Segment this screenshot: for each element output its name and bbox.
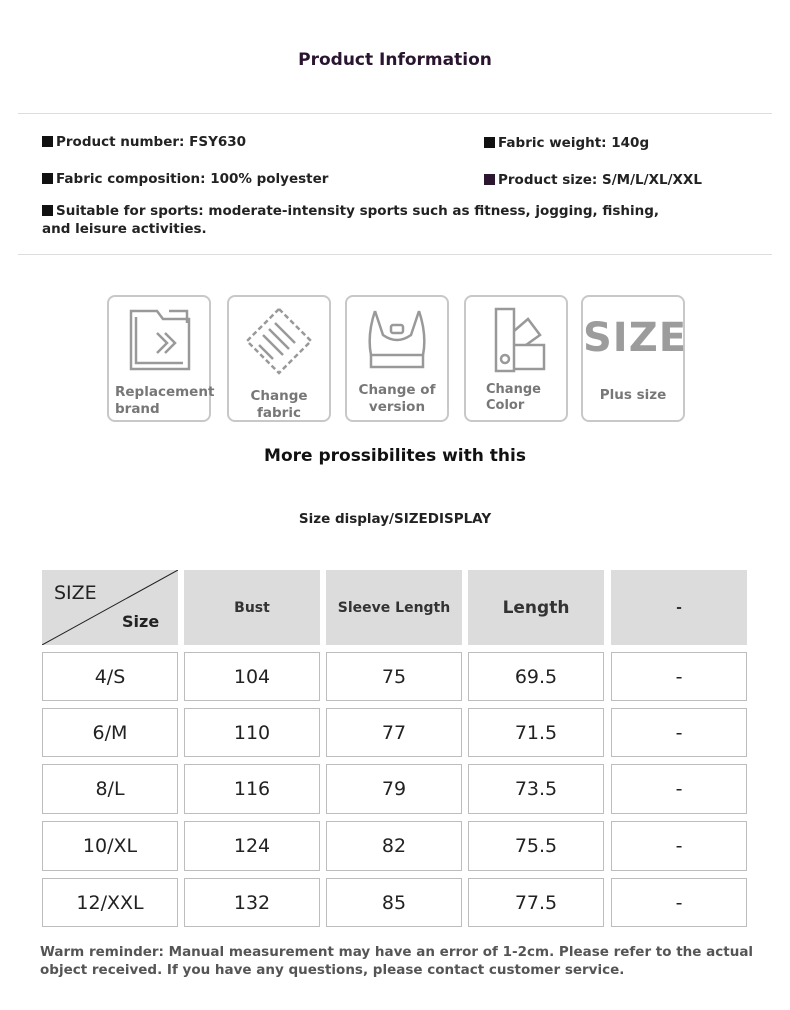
spec-suitable-text-1: Suitable for sports: moderate-intensity sports such as fitness, jogging, fishing, — [56, 203, 660, 219]
spec-product-number — [42, 134, 246, 150]
table-cell: - — [611, 652, 747, 701]
table-cell: 75 — [326, 652, 462, 701]
corner-bottom-label: Size — [122, 612, 160, 631]
bullet-icon — [42, 205, 53, 216]
bullet-icon — [42, 173, 53, 184]
fabric-icon — [239, 305, 319, 375]
spec-fabric-composition-text: Fabric composition: 100% polyester — [56, 171, 329, 187]
table-cell: 8/L — [42, 764, 178, 814]
bullet-icon — [42, 136, 53, 147]
bullet-icon — [484, 174, 495, 185]
color-swatch-icon — [476, 305, 556, 375]
table-cell: 104 — [184, 652, 320, 701]
replacement-brand-icon — [119, 305, 199, 375]
table-cell: 77 — [326, 708, 462, 757]
spec-fabric-weight — [484, 135, 649, 151]
feature-label: Change Color — [486, 382, 541, 413]
table-cell: 12/XXL — [42, 878, 178, 927]
spec-product-size-text: Product size: S/M/L/XL/XXL — [498, 172, 702, 188]
warm-reminder — [40, 943, 760, 979]
table-cell: - — [611, 821, 747, 871]
feature-label: Replacement brand — [115, 384, 215, 417]
spec-suitable-text-2: and leisure activities. — [42, 221, 207, 237]
size-text-icon: SIZE — [583, 315, 688, 361]
feature-label: Change fabric — [250, 388, 308, 421]
bullet-icon — [484, 137, 495, 148]
warm-reminder-line-2: object received. If you have any questions, please contact customer service. — [40, 962, 625, 978]
warm-reminder-line-1: Warm reminder: Manual measurement may have an error of 1-2cm. Please refer to the actual — [40, 944, 754, 960]
table-cell: 132 — [184, 878, 320, 927]
table-cell: 124 — [184, 821, 320, 871]
table-cell: 110 — [184, 708, 320, 757]
table-cell: 69.5 — [468, 652, 604, 701]
table-corner-cell — [42, 570, 178, 645]
feature-card-change-version — [345, 295, 449, 422]
table-cell: - — [611, 708, 747, 757]
table-cell: 85 — [326, 878, 462, 927]
table-cell: - — [611, 764, 747, 814]
feature-card-change-fabric — [227, 295, 331, 422]
spec-fabric-composition — [42, 171, 328, 187]
sports-bra-icon — [357, 305, 437, 375]
feature-card-change-color — [464, 295, 568, 422]
spec-product-size — [484, 172, 702, 188]
table-cell: 71.5 — [468, 708, 604, 757]
table-cell: 116 — [184, 764, 320, 814]
header-blank: - — [611, 570, 747, 645]
feature-card-plus-size — [581, 295, 688, 422]
more-possibilities-title: More prossibilites with this — [264, 446, 526, 466]
table-cell: 79 — [326, 764, 462, 814]
divider-middle — [18, 254, 772, 255]
header-length: Length — [468, 570, 604, 645]
corner-top-label: SIZE — [54, 582, 97, 604]
header-sleeve-length: Sleeve Length — [326, 570, 462, 645]
table-cell: 77.5 — [468, 878, 604, 927]
feature-card-replacement-brand — [107, 295, 215, 422]
divider-top — [18, 113, 772, 114]
header-bust: Bust — [184, 570, 320, 645]
table-cell: 82 — [326, 821, 462, 871]
table-cell: - — [611, 878, 747, 927]
size-display-title: Size display/SIZEDISPLAY — [298, 511, 492, 527]
table-cell: 10/XL — [42, 821, 178, 871]
table-cell: 6/M — [42, 708, 178, 757]
feature-label: Change of version — [358, 382, 436, 415]
table-cell: 4/S — [42, 652, 178, 701]
spec-product-number-text: Product number: FSY630 — [56, 134, 247, 150]
table-cell: 75.5 — [468, 821, 604, 871]
table-cell: 73.5 — [468, 764, 604, 814]
spec-suitable — [42, 202, 659, 238]
page-title: Product Information — [298, 50, 492, 70]
feature-label: Plus size — [599, 387, 667, 403]
spec-fabric-weight-text: Fabric weight: 140g — [498, 135, 650, 151]
